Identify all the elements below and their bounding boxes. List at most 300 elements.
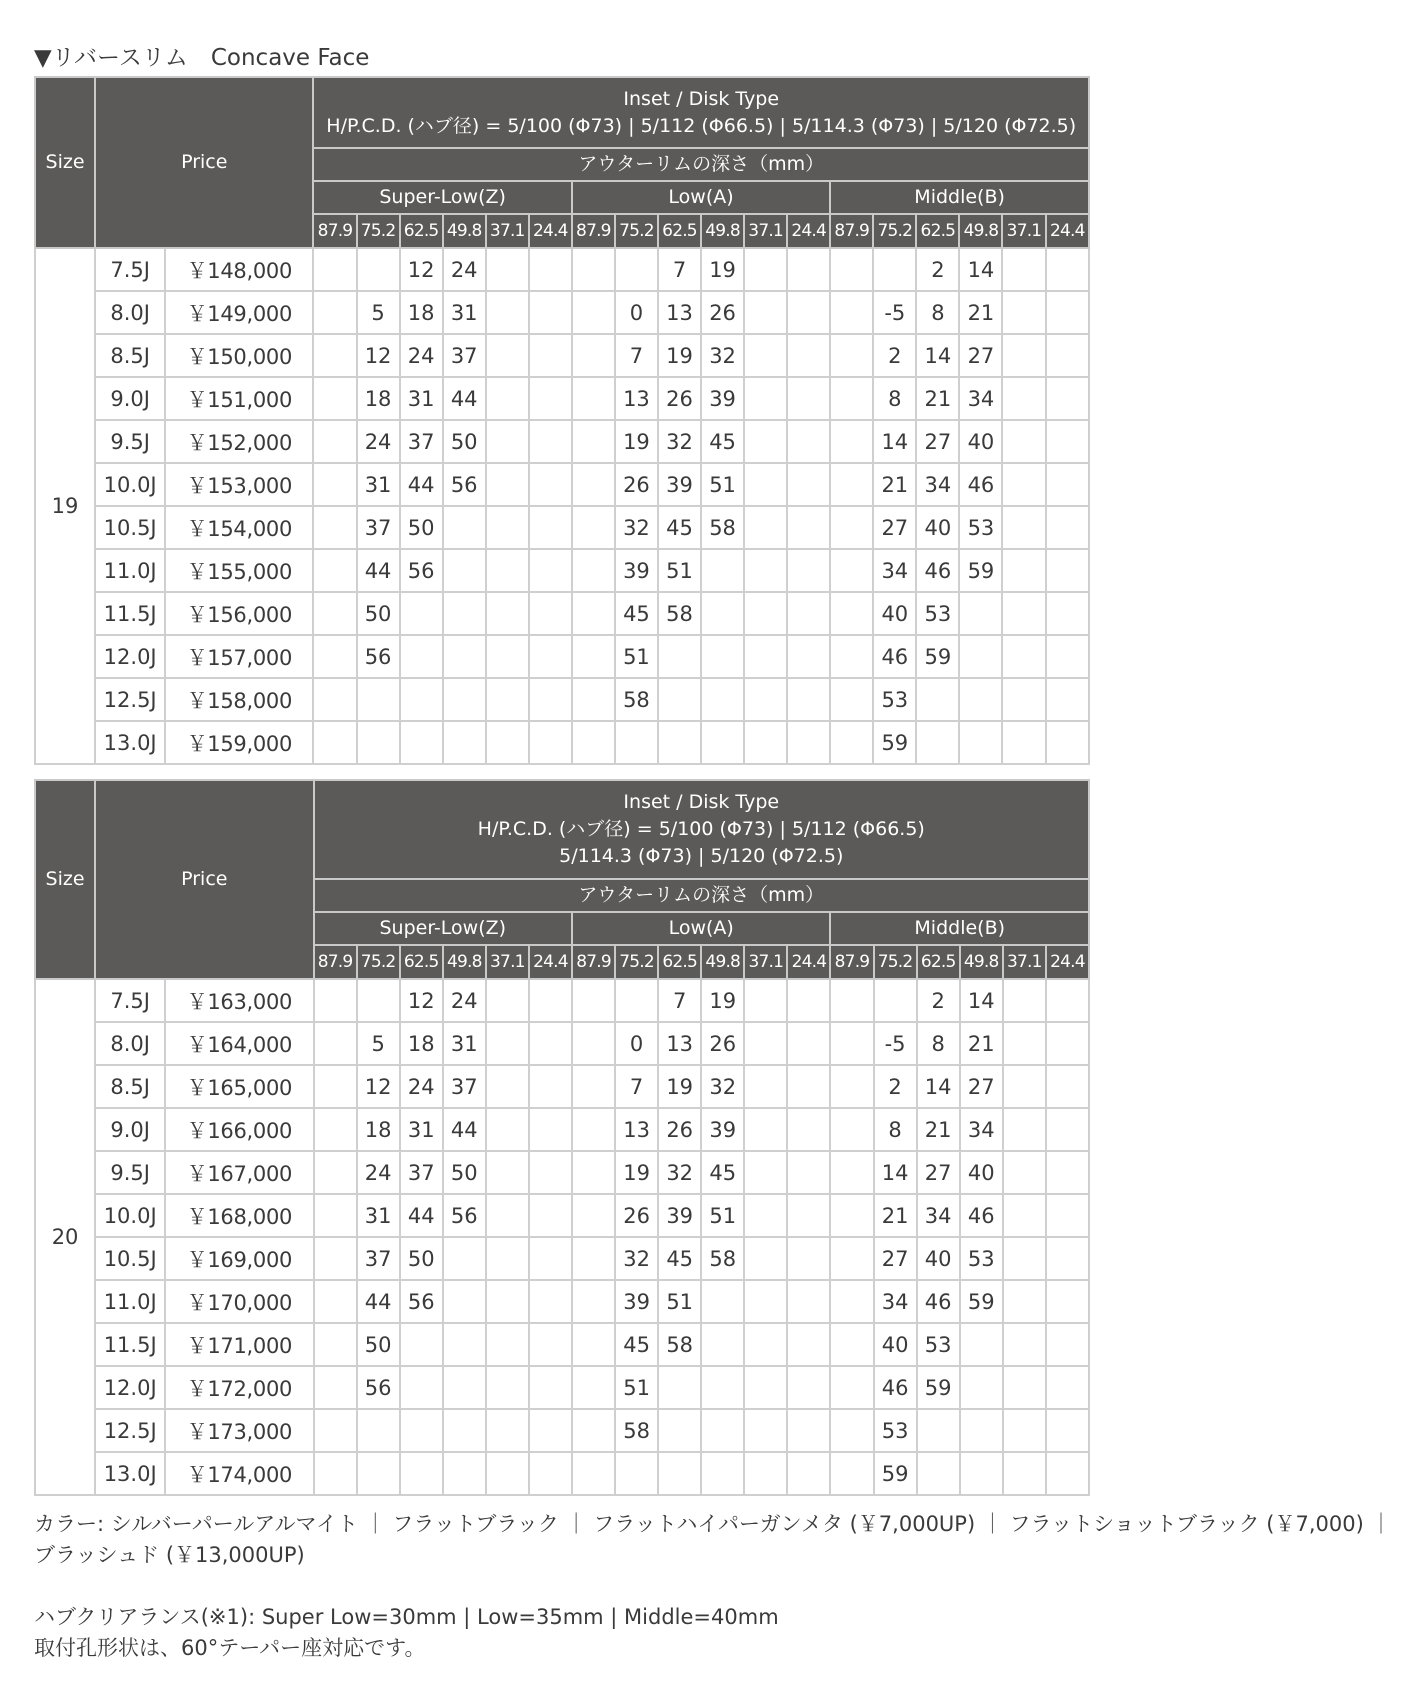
price-header: Price xyxy=(95,780,313,979)
inset-cell xyxy=(1046,1366,1089,1409)
depth-header: 37.1 xyxy=(1003,945,1046,979)
inset-cell: 2 xyxy=(873,334,916,377)
table-row xyxy=(35,1452,1089,1495)
inset-cell xyxy=(658,678,701,721)
inset-cell xyxy=(787,377,830,420)
inset-cell xyxy=(1003,1237,1046,1280)
inset-cell xyxy=(572,979,615,1022)
inset-cell: 21 xyxy=(916,377,959,420)
inset-cell xyxy=(787,506,830,549)
inset-cell xyxy=(744,1280,787,1323)
inset-cell: 50 xyxy=(357,1323,400,1366)
inset-cell: 31 xyxy=(443,1022,486,1065)
inset-cell: 14 xyxy=(873,420,916,463)
inset-cell xyxy=(486,1194,529,1237)
inset-cell: 46 xyxy=(960,1194,1003,1237)
inset-cell xyxy=(529,1323,572,1366)
inset-cell xyxy=(744,1452,787,1495)
inset-cell xyxy=(572,1194,615,1237)
inset-cell xyxy=(529,1194,572,1237)
inset-cell xyxy=(572,592,615,635)
inset-cell xyxy=(529,506,572,549)
inset-cell: 2 xyxy=(917,979,960,1022)
price-cell: ￥170,000 xyxy=(165,1280,313,1323)
table-row xyxy=(35,549,1089,592)
disk-header-middle: Middle(B) xyxy=(830,912,1089,945)
inset-cell xyxy=(787,1108,830,1151)
inset-cell: 31 xyxy=(443,291,486,334)
inset-cell: 8 xyxy=(917,1022,960,1065)
inset-cell: 51 xyxy=(701,1194,744,1237)
inset-cell xyxy=(744,1323,787,1366)
inset-cell: 51 xyxy=(701,463,744,506)
disk-header-middle: Middle(B) xyxy=(830,181,1089,214)
inset-cell: 46 xyxy=(873,635,916,678)
inset-cell: 59 xyxy=(874,1452,917,1495)
inset-cell xyxy=(830,549,873,592)
depth-header: 37.1 xyxy=(744,214,787,248)
inset-cell xyxy=(917,1452,960,1495)
inset-cell xyxy=(701,635,744,678)
inset-cell: 31 xyxy=(357,463,400,506)
inset-cell xyxy=(314,1108,357,1151)
inset-cell xyxy=(787,248,830,291)
inset-cell: 14 xyxy=(960,979,1003,1022)
inset-cell xyxy=(529,463,572,506)
inset-cell xyxy=(486,635,529,678)
inset-cell: 19 xyxy=(615,420,658,463)
inset-cell xyxy=(529,1108,572,1151)
inset-cell xyxy=(830,1022,873,1065)
rim-width-cell: 10.0J xyxy=(95,463,165,506)
inset-cell xyxy=(314,1409,357,1452)
rim-width-cell: 9.0J xyxy=(95,1108,165,1151)
inset-cell: 37 xyxy=(443,1065,486,1108)
inset-cell: 40 xyxy=(959,420,1002,463)
inset-cell xyxy=(443,592,486,635)
table-row xyxy=(35,1280,1089,1323)
inset-cell xyxy=(1046,721,1089,764)
inset-cell xyxy=(400,1366,443,1409)
inset-cell xyxy=(916,678,959,721)
depth-header: 87.9 xyxy=(830,945,873,979)
inset-cell xyxy=(443,1409,486,1452)
inset-cell xyxy=(314,1237,357,1280)
inset-cell xyxy=(486,1366,529,1409)
inset-cell xyxy=(1002,549,1045,592)
inset-cell xyxy=(313,592,356,635)
inset-cell xyxy=(744,420,787,463)
inset-cell xyxy=(529,1280,572,1323)
inset-cell xyxy=(529,678,572,721)
color-options-line1: カラー: シルバーパールアルマイト ｜ フラットブラック ｜ フラットハイパーガンメタ (￥7,000UP) ｜ フラットショットブラック (￥7,000) ｜ xyxy=(34,1512,1392,1536)
inset-cell xyxy=(830,506,873,549)
inset-cell xyxy=(529,377,572,420)
disk-header-low: Low(A) xyxy=(572,181,830,214)
inset-cell xyxy=(744,291,787,334)
color-options-line2: ブラッシュド (￥13,000UP) xyxy=(34,1543,305,1567)
inset-cell xyxy=(529,635,572,678)
inset-cell xyxy=(1046,377,1089,420)
inset-cell xyxy=(744,1151,787,1194)
inset-cell: 53 xyxy=(916,592,959,635)
footer-notes xyxy=(34,1509,1391,1664)
inset-cell xyxy=(744,1022,787,1065)
inset-cell xyxy=(1046,248,1089,291)
spec-table-19 xyxy=(34,76,1090,765)
table-row xyxy=(35,1151,1089,1194)
inset-cell xyxy=(314,1194,357,1237)
inset-cell xyxy=(787,549,830,592)
disk-header-low: Low(A) xyxy=(572,912,830,945)
rim-width-cell: 13.0J xyxy=(95,721,165,764)
inset-cell xyxy=(701,678,744,721)
price-cell: ￥153,000 xyxy=(165,463,313,506)
inset-cell xyxy=(1003,1452,1046,1495)
inset-header xyxy=(313,77,1089,148)
inset-cell: 34 xyxy=(960,1108,1003,1151)
depth-header: 24.4 xyxy=(1046,214,1089,248)
inset-cell xyxy=(486,248,529,291)
pcd-info: H/P.C.D. (ハブ径) = 5/100 (Φ73) | 5/112 (Φ66.5) | 5/114.3 (Φ73) | 5/120 (Φ72.5) xyxy=(326,114,1077,137)
price-cell: ￥157,000 xyxy=(165,635,313,678)
inset-cell xyxy=(443,1323,486,1366)
inset-cell: 39 xyxy=(701,377,744,420)
inset-cell xyxy=(744,1409,787,1452)
inset-cell xyxy=(787,1280,830,1323)
inset-cell xyxy=(572,248,615,291)
table-row xyxy=(35,248,1089,291)
inset-cell xyxy=(701,1452,744,1495)
inset-cell: 34 xyxy=(874,1280,917,1323)
inset-cell xyxy=(787,1022,830,1065)
inset-cell xyxy=(314,1022,357,1065)
inset-cell xyxy=(830,463,873,506)
inset-cell: 34 xyxy=(959,377,1002,420)
price-cell: ￥172,000 xyxy=(165,1366,313,1409)
inset-cell xyxy=(830,592,873,635)
inset-cell: 44 xyxy=(443,377,486,420)
seat-type-note: 取付孔形状は、60°テーパー座対応です。 xyxy=(34,1636,426,1660)
inset-cell: 44 xyxy=(400,463,443,506)
inset-cell xyxy=(701,1323,744,1366)
inset-cell xyxy=(787,1409,830,1452)
price-cell: ￥171,000 xyxy=(165,1323,313,1366)
inset-cell: 27 xyxy=(959,334,1002,377)
inset-cell xyxy=(1046,1323,1089,1366)
price-cell: ￥155,000 xyxy=(165,549,313,592)
inset-cell xyxy=(529,1022,572,1065)
inset-cell: 0 xyxy=(615,291,658,334)
inset-cell xyxy=(572,420,615,463)
inset-cell: 45 xyxy=(701,420,744,463)
inset-cell: 8 xyxy=(916,291,959,334)
inset-cell xyxy=(830,1194,873,1237)
inset-cell xyxy=(787,420,830,463)
inset-cell xyxy=(744,463,787,506)
inset-cell xyxy=(486,549,529,592)
depth-header: 49.8 xyxy=(701,945,744,979)
inset-cell xyxy=(830,1280,873,1323)
rim-width-cell: 9.5J xyxy=(95,420,165,463)
rim-size-cell: 19 xyxy=(35,248,95,764)
inset-cell xyxy=(486,979,529,1022)
depth-header: 62.5 xyxy=(400,214,443,248)
inset-cell xyxy=(1003,1409,1046,1452)
inset-cell: 34 xyxy=(916,463,959,506)
inset-cell: -5 xyxy=(873,291,916,334)
inset-cell: 21 xyxy=(960,1022,1003,1065)
inset-cell xyxy=(744,592,787,635)
outer-rim-header: アウターリムの深さ（mm） xyxy=(314,879,1089,912)
inset-cell xyxy=(486,678,529,721)
price-cell: ￥156,000 xyxy=(165,592,313,635)
table-row xyxy=(35,420,1089,463)
inset-cell xyxy=(744,678,787,721)
inset-cell: 19 xyxy=(615,1151,658,1194)
inset-cell: 53 xyxy=(959,506,1002,549)
inset-cell xyxy=(873,248,916,291)
inset-cell: 51 xyxy=(658,1280,701,1323)
inset-cell xyxy=(572,1409,615,1452)
inset-cell: 24 xyxy=(357,1151,400,1194)
inset-cell xyxy=(572,1323,615,1366)
inset-cell xyxy=(400,1452,443,1495)
size-header: Size xyxy=(35,77,95,248)
price-cell: ￥159,000 xyxy=(165,721,313,764)
inset-cell: 12 xyxy=(400,979,443,1022)
inset-cell xyxy=(1002,420,1045,463)
inset-cell xyxy=(1003,1194,1046,1237)
inset-cell xyxy=(529,1237,572,1280)
price-cell: ￥158,000 xyxy=(165,678,313,721)
inset-cell xyxy=(400,1409,443,1452)
inset-cell xyxy=(1002,506,1045,549)
inset-cell: 12 xyxy=(400,248,443,291)
rim-width-cell: 11.0J xyxy=(95,1280,165,1323)
inset-cell xyxy=(830,1065,873,1108)
rim-width-cell: 12.0J xyxy=(95,635,165,678)
inset-cell: 18 xyxy=(357,1108,400,1151)
price-cell: ￥163,000 xyxy=(165,979,313,1022)
inset-cell xyxy=(486,334,529,377)
inset-cell xyxy=(486,463,529,506)
inset-cell xyxy=(572,377,615,420)
inset-cell: 7 xyxy=(615,334,658,377)
inset-cell: 46 xyxy=(874,1366,917,1409)
inset-cell xyxy=(529,1366,572,1409)
depth-header: 49.8 xyxy=(701,214,744,248)
inset-cell xyxy=(830,291,873,334)
inset-cell: 51 xyxy=(615,635,658,678)
table-row xyxy=(35,463,1089,506)
inset-cell xyxy=(443,506,486,549)
inset-cell xyxy=(959,721,1002,764)
inset-cell xyxy=(486,721,529,764)
depth-header: 62.5 xyxy=(916,214,959,248)
inset-cell xyxy=(486,1108,529,1151)
inset-cell: 44 xyxy=(443,1108,486,1151)
inset-cell xyxy=(744,721,787,764)
inset-cell xyxy=(1002,334,1045,377)
page-title: ▼リバースリム Concave Face xyxy=(34,45,370,71)
rim-width-cell: 7.5J xyxy=(95,248,165,291)
inset-cell xyxy=(658,721,701,764)
inset-cell xyxy=(1003,1065,1046,1108)
inset-cell xyxy=(916,721,959,764)
inset-cell xyxy=(1046,1237,1089,1280)
price-header: Price xyxy=(95,77,313,248)
inset-cell: 24 xyxy=(357,420,400,463)
inset-cell: 44 xyxy=(400,1194,443,1237)
inset-cell xyxy=(1046,420,1089,463)
inset-cell: 14 xyxy=(917,1065,960,1108)
inset-cell xyxy=(787,979,830,1022)
inset-cell xyxy=(787,1237,830,1280)
price-cell: ￥169,000 xyxy=(165,1237,313,1280)
depth-header: 75.2 xyxy=(873,214,916,248)
depth-header: 49.8 xyxy=(959,214,1002,248)
inset-cell: 21 xyxy=(873,463,916,506)
inset-cell xyxy=(744,1366,787,1409)
inset-cell: 46 xyxy=(917,1280,960,1323)
inset-cell: 19 xyxy=(658,1065,701,1108)
inset-cell: 37 xyxy=(400,1151,443,1194)
inset-cell xyxy=(1003,979,1046,1022)
depth-header: 37.1 xyxy=(486,214,529,248)
inset-cell xyxy=(572,1108,615,1151)
inset-cell: 56 xyxy=(357,1366,400,1409)
inset-cell xyxy=(1002,377,1045,420)
inset-cell: 0 xyxy=(615,1022,658,1065)
inset-cell xyxy=(313,463,356,506)
inset-header xyxy=(314,780,1089,879)
table-row xyxy=(35,1237,1089,1280)
inset-cell: 45 xyxy=(615,592,658,635)
inset-cell xyxy=(1003,1151,1046,1194)
inset-cell: 2 xyxy=(874,1065,917,1108)
inset-cell xyxy=(486,377,529,420)
depth-header: 49.8 xyxy=(960,945,1003,979)
table-row xyxy=(35,979,1089,1022)
inset-cell xyxy=(1003,1108,1046,1151)
inset-cell: 39 xyxy=(615,1280,658,1323)
depth-header: 49.8 xyxy=(443,214,486,248)
inset-cell xyxy=(443,721,486,764)
hub-clearance-note: ハブクリアランス(※1): Super Low=30mm | Low=35mm | Middle=40mm xyxy=(34,1605,779,1629)
inset-cell: 12 xyxy=(357,1065,400,1108)
inset-cell: 21 xyxy=(917,1108,960,1151)
inset-cell: 45 xyxy=(701,1151,744,1194)
rim-width-cell: 10.5J xyxy=(95,506,165,549)
inset-cell xyxy=(1046,1452,1089,1495)
inset-cell: 40 xyxy=(960,1151,1003,1194)
rim-width-cell: 8.5J xyxy=(95,334,165,377)
inset-cell: 56 xyxy=(400,549,443,592)
inset-cell xyxy=(572,1065,615,1108)
inset-cell xyxy=(572,721,615,764)
price-cell: ￥149,000 xyxy=(165,291,313,334)
inset-cell xyxy=(1003,1323,1046,1366)
inset-cell xyxy=(529,1151,572,1194)
inset-cell xyxy=(314,1452,357,1495)
inset-cell: 56 xyxy=(400,1280,443,1323)
depth-header: 37.1 xyxy=(486,945,529,979)
inset-cell: 26 xyxy=(658,1108,701,1151)
inset-cell xyxy=(529,1409,572,1452)
inset-cell: 14 xyxy=(916,334,959,377)
inset-cell xyxy=(443,635,486,678)
inset-cell xyxy=(486,1409,529,1452)
inset-cell: 32 xyxy=(658,1151,701,1194)
inset-cell: 7 xyxy=(658,979,701,1022)
inset-cell: 46 xyxy=(916,549,959,592)
inset-cell xyxy=(1002,463,1045,506)
inset-cell xyxy=(529,549,572,592)
price-cell: ￥150,000 xyxy=(165,334,313,377)
inset-cell: 8 xyxy=(873,377,916,420)
inset-cell: 53 xyxy=(960,1237,1003,1280)
inset-cell: 56 xyxy=(357,635,400,678)
inset-cell xyxy=(1003,1022,1046,1065)
inset-cell xyxy=(443,549,486,592)
inset-cell: 5 xyxy=(357,1022,400,1065)
inset-cell: 19 xyxy=(701,979,744,1022)
inset-cell xyxy=(744,248,787,291)
inset-title: Inset / Disk Type xyxy=(623,87,780,110)
inset-cell xyxy=(572,1280,615,1323)
depth-header: 87.9 xyxy=(313,214,356,248)
inset-cell: 39 xyxy=(658,463,701,506)
price-cell: ￥168,000 xyxy=(165,1194,313,1237)
pcd-info-line1: H/P.C.D. (ハブ径) = 5/100 (Φ73) | 5/112 (Φ66.5) xyxy=(477,818,925,840)
inset-cell: 45 xyxy=(658,506,701,549)
inset-cell: 26 xyxy=(615,1194,658,1237)
depth-header: 87.9 xyxy=(314,945,357,979)
inset-cell xyxy=(313,334,356,377)
inset-cell xyxy=(400,721,443,764)
inset-cell: 59 xyxy=(960,1280,1003,1323)
price-cell: ￥173,000 xyxy=(165,1409,313,1452)
inset-cell xyxy=(744,1108,787,1151)
inset-cell xyxy=(830,678,873,721)
inset-cell: 7 xyxy=(658,248,701,291)
inset-cell: 26 xyxy=(615,463,658,506)
inset-cell: 58 xyxy=(658,592,701,635)
inset-cell xyxy=(529,248,572,291)
inset-cell xyxy=(443,1237,486,1280)
inset-cell xyxy=(830,1323,873,1366)
inset-cell xyxy=(529,1065,572,1108)
inset-cell: 37 xyxy=(400,420,443,463)
depth-header: 75.2 xyxy=(357,945,400,979)
inset-cell xyxy=(830,1237,873,1280)
inset-cell xyxy=(701,1280,744,1323)
inset-cell xyxy=(1002,592,1045,635)
inset-cell xyxy=(529,291,572,334)
table-row xyxy=(35,721,1089,764)
inset-cell: 58 xyxy=(658,1323,701,1366)
inset-cell xyxy=(400,635,443,678)
inset-cell xyxy=(744,635,787,678)
inset-cell xyxy=(529,420,572,463)
inset-cell xyxy=(486,1323,529,1366)
inset-cell: 39 xyxy=(658,1194,701,1237)
inset-cell xyxy=(1002,291,1045,334)
inset-cell xyxy=(744,377,787,420)
inset-cell: 27 xyxy=(873,506,916,549)
rim-width-cell: 8.0J xyxy=(95,291,165,334)
